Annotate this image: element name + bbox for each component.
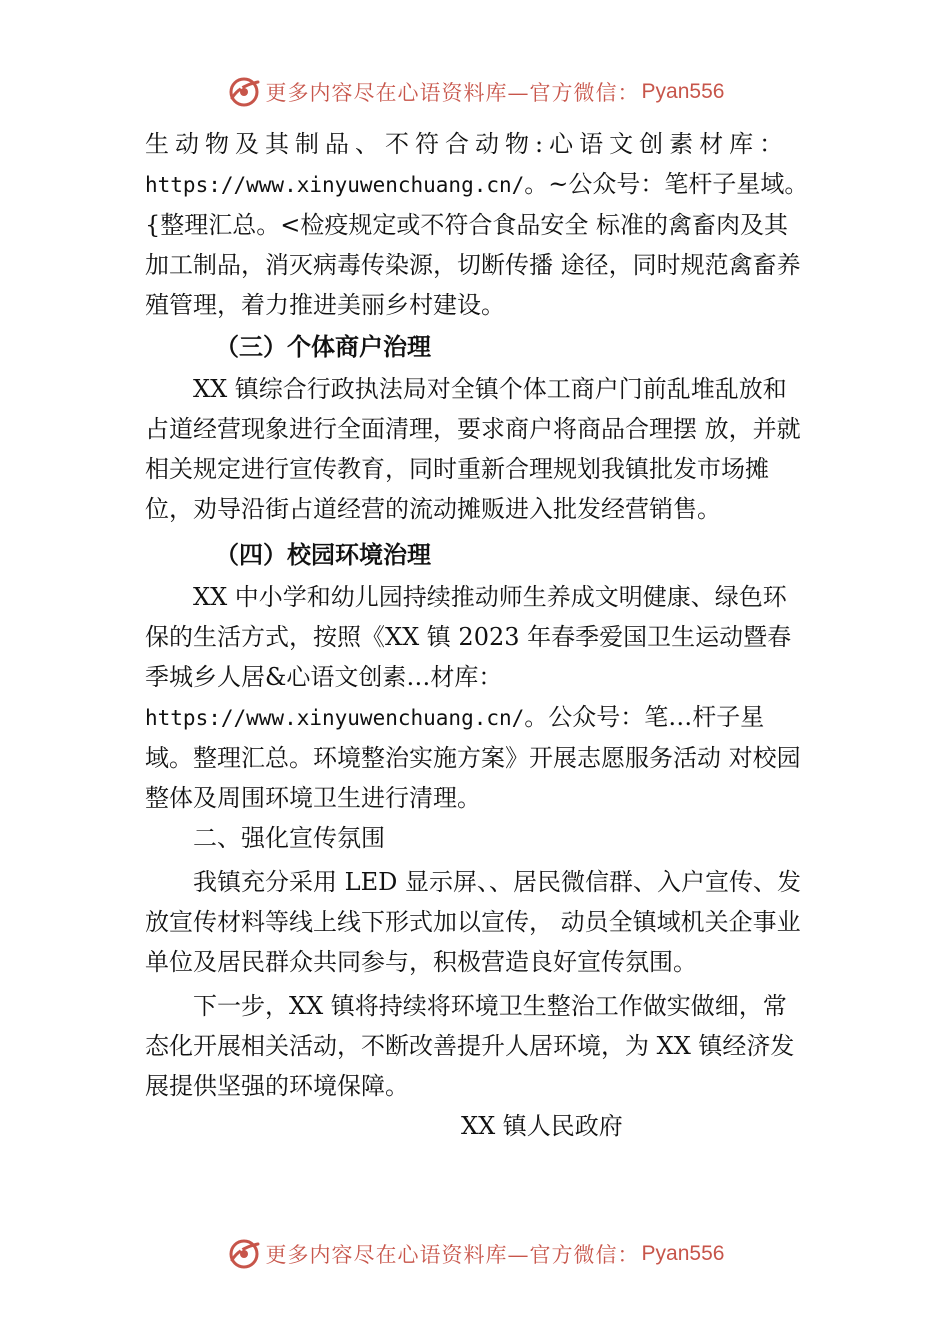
paragraph-1-url: https://www.xinyuwenchuang.cn/ [145, 173, 525, 197]
paragraph-4-url: https://www.xinyuwenchuang.cn/ [145, 706, 525, 730]
section-heading-4: （四）校园环境治理 [215, 541, 431, 569]
paragraph-4-part-a: XX 中小学和幼儿园持续推动师生养成文明健康、绿色环保的生活方式，按照《XX 镇 2023 年春季爱国卫生运动暨春季城乡人居&心语文创素…材库： [145, 583, 792, 691]
paragraph-5: 我镇充分采用 LED 显示屏、、居民微信群、入户宣传、发放宣传材料等线上线下形式加以宣传， 动员全镇域机关企事业单位及居民群众共同参与，积极营造良好宣传氛围。 [145, 868, 801, 976]
paragraph-1-rest: 。~公众号：笔杆子星域。{整理汇总。<检疫规定或不符合食品安全 标准的禽畜肉及其加工制品，消灭病毒传染源，切断传播 途径，同时规范禽畜养殖管理，着力推进美丽乡村建设。 [145, 170, 809, 319]
paragraph-6: 下一步，XX 镇将持续将环境卫生整治工作做实做细，常态化开展相关活动，不断改善提升人居环境，为 XX 镇经济发展提供坚强的环境保障。 [145, 992, 795, 1100]
document-body [145, 124, 810, 1146]
paragraph-4 [145, 577, 810, 818]
signature: XX 镇人民政府 [461, 1112, 623, 1140]
header-banner [0, 70, 950, 114]
xinyu-logo-icon [226, 74, 262, 110]
banner-wechat-id: Pyan556 [641, 1242, 725, 1265]
banner-text: 更多内容尽在心语资料库—官方微信： [265, 1243, 640, 1267]
paragraph-4-part-b: 。公众号：笔…杆子星域。整理汇总。环境整治实施方案》开展志愿服务活动 对校园整体及周围环境卫生进行清理。 [145, 703, 801, 812]
paragraph-3: XX 镇综合行政执法局对全镇个体工商户门前乱堆乱放和占道经营现象进行全面清理，要求商户将商品合理摆 放，并就相关规定进行宣传教育，同时重新合理规划我镇批发市场摊位，劝导沿街占道经营的流动摊贩进入批发经营销售。 [145, 375, 801, 523]
section-heading-3: （三）个体商户治理 [215, 333, 431, 361]
banner-text: 更多内容尽在心语资料库—官方微信： [265, 81, 640, 105]
paragraph-1 [145, 124, 810, 325]
xinyu-logo-icon [226, 1236, 262, 1272]
banner-wechat-id: Pyan556 [641, 80, 725, 103]
paragraph-1-line-1: 生动物及其制品、不符合动物:心语文创素材库： [145, 130, 790, 158]
footer-banner [0, 1232, 950, 1276]
section-heading-two: 二、强化宣传氛围 [193, 824, 385, 852]
